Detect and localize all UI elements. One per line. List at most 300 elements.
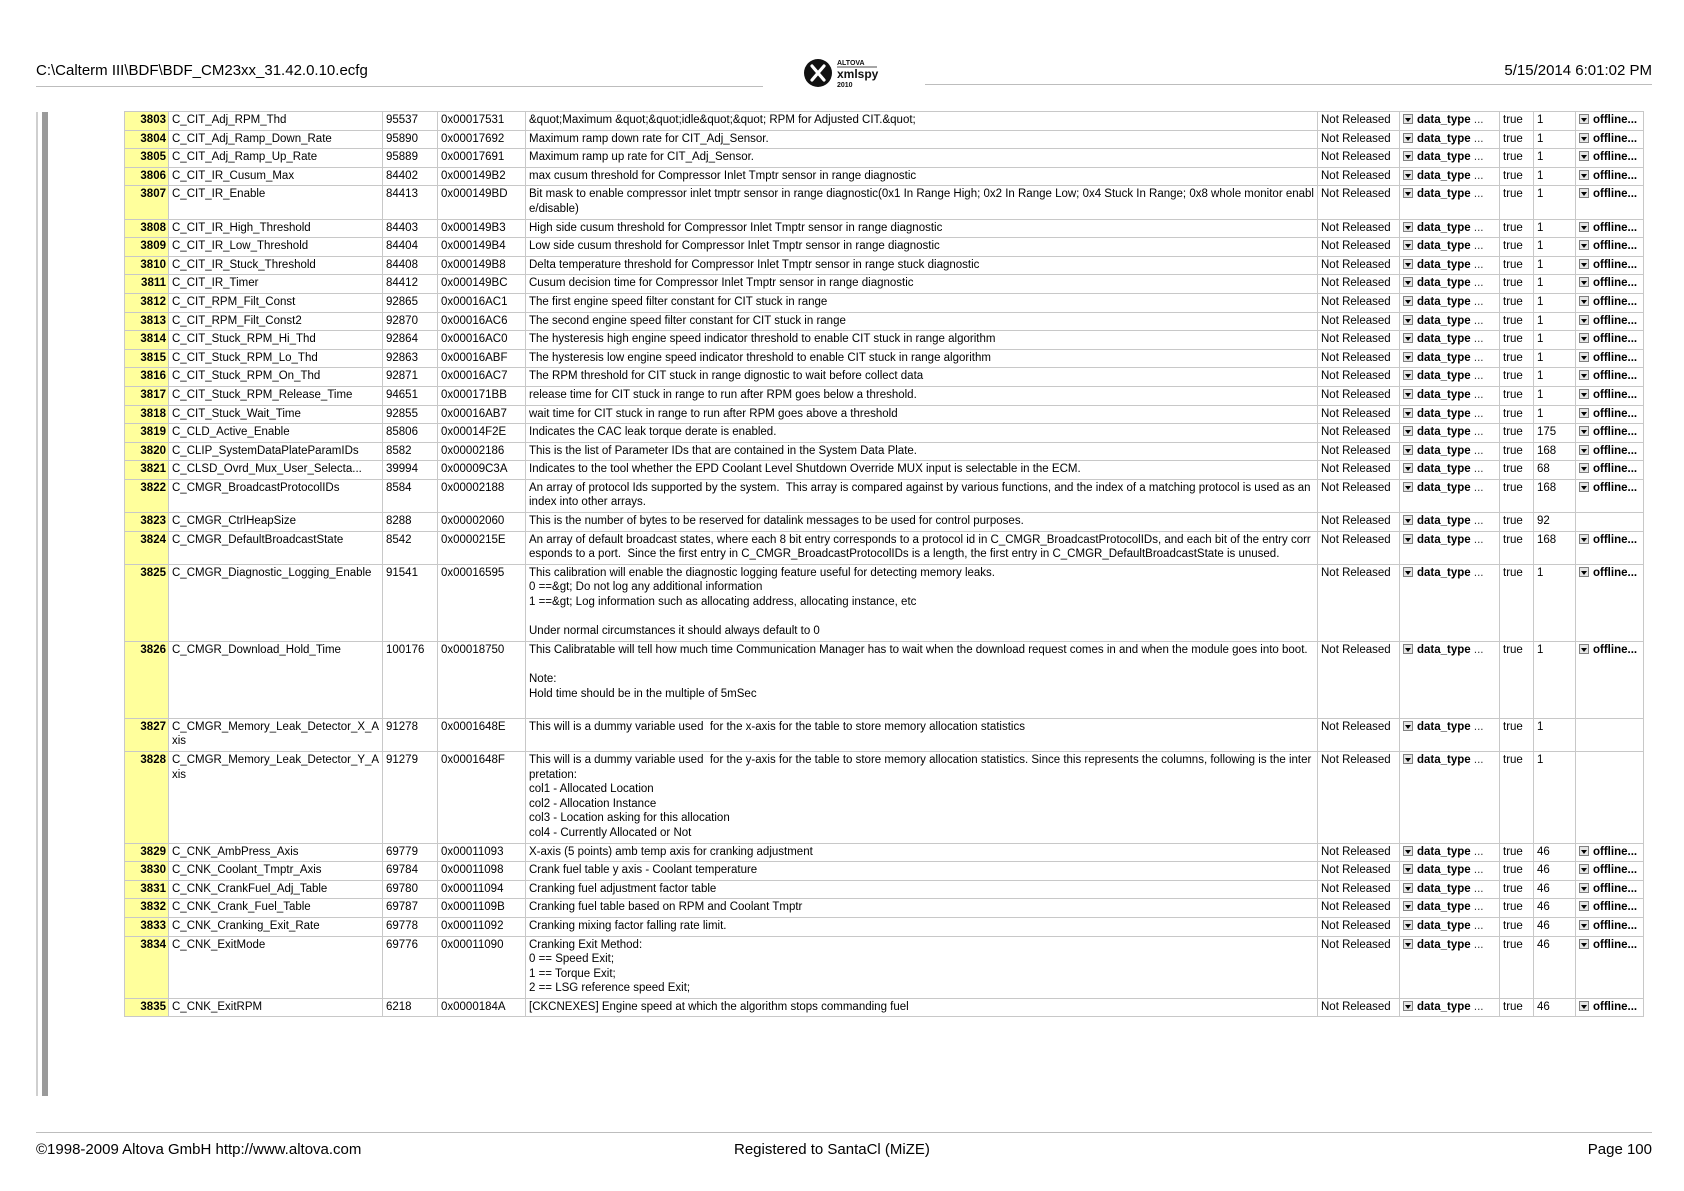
row-number: 3810: [125, 256, 169, 275]
dropdown-arrow-icon[interactable]: [1403, 920, 1413, 930]
ellipsis-icon: ...: [1470, 720, 1484, 733]
release-status: Not Released: [1318, 386, 1400, 405]
data-type-dropdown[interactable]: [1400, 167, 1500, 186]
dropdown-arrow-icon[interactable]: [1403, 864, 1413, 874]
offline-dropdown[interactable]: [1576, 312, 1644, 331]
row-number: 3828: [125, 751, 169, 843]
dropdown-arrow-icon[interactable]: [1403, 939, 1413, 949]
parameter-name: C_CIT_Adj_RPM_Thd: [169, 112, 383, 131]
offline-dropdown[interactable]: [1576, 936, 1644, 998]
flag-value: true: [1500, 167, 1534, 186]
data-type-label: data_type: [1417, 258, 1471, 271]
dropdown-arrow-icon[interactable]: [1579, 644, 1589, 654]
offline-label: offline...: [1593, 314, 1638, 327]
parameter-address: 0x0001648F: [438, 751, 526, 843]
release-status: Not Released: [1318, 461, 1400, 480]
table-row: [125, 880, 1644, 899]
flag-value: true: [1500, 130, 1534, 149]
table-row: [125, 564, 1644, 641]
data-type-dropdown[interactable]: [1400, 751, 1500, 843]
offline-dropdown[interactable]: [1576, 149, 1644, 168]
parameter-name: C_CNK_Coolant_Tmptr_Axis: [169, 862, 383, 881]
data-type-dropdown[interactable]: [1400, 149, 1500, 168]
footer-page-number: Page 100: [1587, 1141, 1652, 1158]
dropdown-arrow-icon[interactable]: [1579, 240, 1589, 250]
row-number: 3824: [125, 531, 169, 564]
dropdown-arrow-icon[interactable]: [1579, 408, 1589, 418]
data-type-dropdown[interactable]: [1400, 936, 1500, 998]
offline-dropdown[interactable]: [1576, 442, 1644, 461]
dropdown-arrow-icon[interactable]: [1403, 482, 1413, 492]
dropdown-arrow-icon[interactable]: [1403, 277, 1413, 287]
dropdown-arrow-icon[interactable]: [1403, 240, 1413, 250]
parameter-id: 6218: [383, 998, 438, 1017]
flag-value: true: [1500, 349, 1534, 368]
data-type-label: data_type: [1417, 919, 1471, 932]
data-type-label: data_type: [1417, 407, 1471, 420]
data-type-dropdown[interactable]: [1400, 219, 1500, 238]
dropdown-arrow-icon[interactable]: [1579, 920, 1589, 930]
parameter-address: 0x00016AC0: [438, 331, 526, 350]
dropdown-arrow-icon[interactable]: [1403, 370, 1413, 380]
dropdown-arrow-icon[interactable]: [1579, 1001, 1589, 1011]
offline-dropdown[interactable]: [1576, 386, 1644, 405]
data-type-dropdown[interactable]: [1400, 899, 1500, 918]
offline-dropdown[interactable]: [1576, 293, 1644, 312]
parameter-id: 95890: [383, 130, 438, 149]
flag-value: true: [1500, 564, 1534, 641]
dropdown-arrow-icon[interactable]: [1579, 296, 1589, 306]
data-type-dropdown[interactable]: [1400, 331, 1500, 350]
offline-dropdown[interactable]: [1576, 998, 1644, 1017]
dropdown-arrow-icon[interactable]: [1403, 333, 1413, 343]
table-row: [125, 751, 1644, 843]
dropdown-arrow-icon[interactable]: [1579, 277, 1589, 287]
row-number: 3805: [125, 149, 169, 168]
count-value: 168: [1534, 442, 1576, 461]
release-status: Not Released: [1318, 256, 1400, 275]
data-type-dropdown[interactable]: [1400, 112, 1500, 131]
dropdown-arrow-icon[interactable]: [1403, 1001, 1413, 1011]
offline-dropdown[interactable]: [1576, 917, 1644, 936]
flag-value: true: [1500, 238, 1534, 257]
dropdown-arrow-icon[interactable]: [1579, 901, 1589, 911]
offline-dropdown[interactable]: [1576, 256, 1644, 275]
dropdown-arrow-icon[interactable]: [1403, 567, 1413, 577]
release-status: Not Released: [1318, 564, 1400, 641]
row-number: 3819: [125, 424, 169, 443]
dropdown-arrow-icon[interactable]: [1579, 114, 1589, 124]
offline-dropdown[interactable]: [1576, 461, 1644, 480]
ellipsis-icon: ...: [1470, 882, 1484, 895]
table-row: [125, 405, 1644, 424]
parameter-id: 91279: [383, 751, 438, 843]
logo-year: 2010: [837, 82, 853, 89]
offline-dropdown[interactable]: [1576, 275, 1644, 294]
count-value: 1: [1534, 331, 1576, 350]
row-number: 3832: [125, 899, 169, 918]
release-status: Not Released: [1318, 442, 1400, 461]
parameter-address: 0x00016AC7: [438, 368, 526, 387]
offline-dropdown[interactable]: [1576, 167, 1644, 186]
data-type-label: data_type: [1417, 188, 1471, 201]
data-type-dropdown[interactable]: [1400, 256, 1500, 275]
dropdown-arrow-icon[interactable]: [1579, 333, 1589, 343]
parameter-name: C_CMGR_Diagnostic_Logging_Enable: [169, 564, 383, 641]
dropdown-arrow-icon[interactable]: [1579, 222, 1589, 232]
dropdown-arrow-icon[interactable]: [1579, 883, 1589, 893]
dropdown-arrow-icon[interactable]: [1403, 133, 1413, 143]
header-path: C:\Calterm III\BDF\BDF_CM23xx_31.42.0.10.ecfg: [36, 62, 368, 79]
release-status: Not Released: [1318, 405, 1400, 424]
data-type-dropdown[interactable]: [1400, 312, 1500, 331]
dropdown-arrow-icon[interactable]: [1403, 901, 1413, 911]
data-type-label: data_type: [1417, 444, 1471, 457]
parameter-description: Bit mask to enable compressor inlet tmptr sensor in range diagnostic(0x1 In Range High; 0x2 In Range Low; 0x4 Stuck In Range; 0x8 whole monitor enable/disable): [526, 186, 1318, 219]
offline-dropdown[interactable]: [1576, 862, 1644, 881]
flag-value: true: [1500, 899, 1534, 918]
data-type-label: data_type: [1417, 753, 1471, 766]
count-value: 46: [1534, 936, 1576, 998]
parameter-address: 0x00016595: [438, 564, 526, 641]
ellipsis-icon: ...: [1470, 407, 1484, 420]
dropdown-arrow-icon[interactable]: [1403, 426, 1413, 436]
table-row: [125, 917, 1644, 936]
parameter-description: Cranking fuel table based on RPM and Coolant Tmptr: [526, 899, 1318, 918]
offline-dropdown[interactable]: [1576, 880, 1644, 899]
offline-label: offline...: [1593, 481, 1638, 494]
dropdown-arrow-icon[interactable]: [1403, 463, 1413, 473]
dropdown-arrow-icon[interactable]: [1403, 259, 1413, 269]
data-type-dropdown[interactable]: [1400, 293, 1500, 312]
data-type-dropdown[interactable]: [1400, 461, 1500, 480]
parameter-address: 0x000149BC: [438, 275, 526, 294]
parameter-name: C_CNK_CrankFuel_Adj_Table: [169, 880, 383, 899]
data-type-dropdown[interactable]: [1400, 513, 1500, 532]
parameter-address: 0x0000184A: [438, 998, 526, 1017]
offline-dropdown[interactable]: [1576, 564, 1644, 641]
data-type-dropdown[interactable]: [1400, 718, 1500, 751]
dropdown-arrow-icon[interactable]: [1403, 296, 1413, 306]
parameter-address: 0x000149BD: [438, 186, 526, 219]
table-row: [125, 149, 1644, 168]
data-type-dropdown[interactable]: [1400, 424, 1500, 443]
parameter-description: This will is a dummy variable used for the x-axis for the table to store memory allocation statistics: [526, 718, 1318, 751]
parameter-description: This will is a dummy variable used for the y-axis for the table to store memory allocation statistics. Since this represents the columns, following is the interpretation: col1 - Allocated Location col2 - Allocation Instance col3 - Location asking for this allocation col4 - Currently Allocated or Not: [526, 751, 1318, 843]
offline-label: offline...: [1593, 151, 1638, 164]
dropdown-arrow-icon[interactable]: [1579, 151, 1589, 161]
parameter-id: 84402: [383, 167, 438, 186]
release-status: Not Released: [1318, 312, 1400, 331]
flag-value: true: [1500, 386, 1534, 405]
count-value: 1: [1534, 751, 1576, 843]
parameter-address: 0x0001648E: [438, 718, 526, 751]
parameter-description: An array of protocol Ids supported by the system. This array is compared against by various functions, and the index of a matching protocol is used as an index into other arrays.: [526, 479, 1318, 512]
data-type-dropdown[interactable]: [1400, 186, 1500, 219]
data-type-dropdown[interactable]: [1400, 130, 1500, 149]
release-status: Not Released: [1318, 479, 1400, 512]
dropdown-arrow-icon[interactable]: [1403, 534, 1413, 544]
release-status: Not Released: [1318, 149, 1400, 168]
offline-label: offline...: [1593, 919, 1638, 932]
offline-dropdown[interactable]: [1576, 641, 1644, 718]
release-status: Not Released: [1318, 936, 1400, 998]
flag-value: true: [1500, 880, 1534, 899]
parameter-id: 92864: [383, 331, 438, 350]
offline-dropdown[interactable]: [1576, 219, 1644, 238]
flag-value: true: [1500, 219, 1534, 238]
footer-copyright: ©1998-2009 Altova GmbH http://www.altova.com: [36, 1141, 362, 1158]
table-row: [125, 862, 1644, 881]
ellipsis-icon: ...: [1470, 919, 1484, 932]
dropdown-arrow-icon[interactable]: [1579, 133, 1589, 143]
parameter-description: Maximum ramp down rate for CIT_Adj_Sensor.: [526, 130, 1318, 149]
parameter-description: X-axis (5 points) amb temp axis for cranking adjustment: [526, 843, 1318, 862]
parameter-description: An array of default broadcast states, where each 8 bit entry corresponds to a protocol id in C_CMGR_BroadcastProtocolIDs, and each bit of the entry corresponds to a port. Since the first entry in C_CMGR_BroadcastProtocolIDs is a length, the first entry in C_CMGR_DefaultBroadcastState is unused.: [526, 531, 1318, 564]
parameter-name: C_CIT_Stuck_Wait_Time: [169, 405, 383, 424]
dropdown-arrow-icon[interactable]: [1579, 188, 1589, 198]
row-number: 3827: [125, 718, 169, 751]
data-type-dropdown[interactable]: [1400, 349, 1500, 368]
dropdown-arrow-icon[interactable]: [1403, 721, 1413, 731]
offline-label: offline...: [1593, 258, 1638, 271]
flag-value: true: [1500, 513, 1534, 532]
dropdown-arrow-icon[interactable]: [1403, 408, 1413, 418]
ellipsis-icon: ...: [1470, 444, 1484, 457]
count-value: 1: [1534, 293, 1576, 312]
data-type-dropdown[interactable]: [1400, 238, 1500, 257]
dropdown-arrow-icon[interactable]: [1403, 315, 1413, 325]
offline-dropdown[interactable]: [1576, 405, 1644, 424]
dropdown-arrow-icon[interactable]: [1579, 939, 1589, 949]
offline-label: offline...: [1593, 463, 1638, 476]
header-datetime: 5/15/2014 6:01:02 PM: [1504, 62, 1652, 79]
offline-dropdown: [1576, 718, 1644, 751]
header-line-left: [36, 86, 763, 87]
count-value: 1: [1534, 219, 1576, 238]
dropdown-arrow-icon[interactable]: [1579, 846, 1589, 856]
parameter-id: 95537: [383, 112, 438, 131]
dropdown-arrow-icon[interactable]: [1403, 445, 1413, 455]
row-number: 3833: [125, 917, 169, 936]
parameter-description: The second engine speed filter constant for CIT stuck in range: [526, 312, 1318, 331]
dropdown-arrow-icon[interactable]: [1403, 846, 1413, 856]
offline-dropdown[interactable]: [1576, 331, 1644, 350]
release-status: Not Released: [1318, 843, 1400, 862]
parameter-address: 0x000149B2: [438, 167, 526, 186]
table-row: [125, 936, 1644, 998]
offline-label: offline...: [1593, 845, 1638, 858]
dropdown-arrow-icon[interactable]: [1579, 170, 1589, 180]
count-value: 92: [1534, 513, 1576, 532]
parameter-name: C_CMGR_Download_Hold_Time: [169, 641, 383, 718]
dropdown-arrow-icon[interactable]: [1579, 426, 1589, 436]
data-type-dropdown[interactable]: [1400, 998, 1500, 1017]
data-type-label: data_type: [1417, 566, 1471, 579]
data-type-label: data_type: [1417, 864, 1471, 877]
ellipsis-icon: ...: [1470, 1000, 1484, 1013]
offline-dropdown: [1576, 513, 1644, 532]
dropdown-arrow-icon[interactable]: [1579, 482, 1589, 492]
row-number: 3821: [125, 461, 169, 480]
data-type-label: data_type: [1417, 221, 1471, 234]
dropdown-arrow-icon[interactable]: [1403, 389, 1413, 399]
offline-dropdown[interactable]: [1576, 899, 1644, 918]
parameter-description: The first engine speed filter constant for CIT stuck in range: [526, 293, 1318, 312]
ellipsis-icon: ...: [1470, 864, 1484, 877]
dropdown-arrow-icon[interactable]: [1579, 864, 1589, 874]
parameter-id: 39994: [383, 461, 438, 480]
parameter-name: C_CIT_IR_Stuck_Threshold: [169, 256, 383, 275]
data-type-label: data_type: [1417, 314, 1471, 327]
offline-dropdown[interactable]: [1576, 479, 1644, 512]
release-status: Not Released: [1318, 862, 1400, 881]
ellipsis-icon: ...: [1470, 753, 1484, 766]
offline-dropdown[interactable]: [1576, 238, 1644, 257]
dropdown-arrow-icon[interactable]: [1403, 515, 1413, 525]
offline-dropdown[interactable]: [1576, 130, 1644, 149]
row-number: 3808: [125, 219, 169, 238]
table-row: [125, 513, 1644, 532]
row-number: 3816: [125, 368, 169, 387]
flag-value: true: [1500, 424, 1534, 443]
release-status: Not Released: [1318, 531, 1400, 564]
parameter-description: This is the number of bytes to be reserved for datalink messages to be used for control purposes.: [526, 513, 1318, 532]
parameter-name: C_CNK_Cranking_Exit_Rate: [169, 917, 383, 936]
dropdown-arrow-icon[interactable]: [1403, 754, 1413, 764]
data-type-dropdown[interactable]: [1400, 405, 1500, 424]
release-status: Not Released: [1318, 275, 1400, 294]
data-type-dropdown[interactable]: [1400, 531, 1500, 564]
flag-value: true: [1500, 479, 1534, 512]
parameter-id: 69779: [383, 843, 438, 862]
data-type-dropdown[interactable]: [1400, 880, 1500, 899]
parameter-name: C_CNK_Crank_Fuel_Table: [169, 899, 383, 918]
flag-value: true: [1500, 149, 1534, 168]
data-type-dropdown[interactable]: [1400, 275, 1500, 294]
count-value: 1: [1534, 405, 1576, 424]
release-status: Not Released: [1318, 513, 1400, 532]
parameter-description: &quot;Maximum &quot;&quot;idle&quot;&quot; RPM for Adjusted CIT.&quot;: [526, 112, 1318, 131]
dropdown-arrow-icon[interactable]: [1403, 644, 1413, 654]
data-type-label: data_type: [1417, 277, 1471, 290]
row-number: 3813: [125, 312, 169, 331]
table-row: [125, 186, 1644, 219]
offline-dropdown[interactable]: [1576, 368, 1644, 387]
dropdown-arrow-icon[interactable]: [1403, 352, 1413, 362]
parameter-address: 0x0001109B: [438, 899, 526, 918]
dropdown-arrow-icon[interactable]: [1579, 352, 1589, 362]
release-status: Not Released: [1318, 112, 1400, 131]
data-type-dropdown[interactable]: [1400, 917, 1500, 936]
parameter-address: 0x00016AC1: [438, 293, 526, 312]
offline-label: offline...: [1593, 295, 1638, 308]
offline-dropdown[interactable]: [1576, 186, 1644, 219]
offline-dropdown[interactable]: [1576, 531, 1644, 564]
parameter-description: High side cusum threshold for Compressor Inlet Tmptr sensor in range diagnostic: [526, 219, 1318, 238]
dropdown-arrow-icon[interactable]: [1579, 445, 1589, 455]
dropdown-arrow-icon[interactable]: [1403, 883, 1413, 893]
dropdown-arrow-icon[interactable]: [1403, 151, 1413, 161]
data-type-dropdown[interactable]: [1400, 641, 1500, 718]
dropdown-arrow-icon[interactable]: [1579, 389, 1589, 399]
dropdown-arrow-icon[interactable]: [1403, 170, 1413, 180]
offline-dropdown[interactable]: [1576, 424, 1644, 443]
data-type-dropdown[interactable]: [1400, 479, 1500, 512]
parameter-name: C_CIT_RPM_Filt_Const: [169, 293, 383, 312]
table-row: [125, 238, 1644, 257]
data-type-label: data_type: [1417, 463, 1471, 476]
count-value: 46: [1534, 862, 1576, 881]
table-row: [125, 331, 1644, 350]
count-value: 1: [1534, 275, 1576, 294]
data-type-dropdown[interactable]: [1400, 442, 1500, 461]
release-status: Not Released: [1318, 238, 1400, 257]
ellipsis-icon: ...: [1470, 388, 1484, 401]
parameter-name: C_CIT_Adj_Ramp_Down_Rate: [169, 130, 383, 149]
parameter-id: 8582: [383, 442, 438, 461]
offline-label: offline...: [1593, 643, 1638, 656]
dropdown-arrow-icon[interactable]: [1579, 463, 1589, 473]
footer-line: [36, 1132, 1652, 1133]
parameter-description: The hysteresis high engine speed indicator threshold to enable CIT stuck in range algorithm: [526, 331, 1318, 350]
data-type-dropdown[interactable]: [1400, 368, 1500, 387]
row-number: 3834: [125, 936, 169, 998]
parameter-name: C_CLSD_Ovrd_Mux_User_Selecta...: [169, 461, 383, 480]
dropdown-arrow-icon[interactable]: [1579, 567, 1589, 577]
dropdown-arrow-icon[interactable]: [1403, 114, 1413, 124]
offline-dropdown[interactable]: [1576, 112, 1644, 131]
parameter-address: 0x00017531: [438, 112, 526, 131]
dropdown-arrow-icon[interactable]: [1579, 370, 1589, 380]
dropdown-arrow-icon[interactable]: [1579, 315, 1589, 325]
data-type-dropdown[interactable]: [1400, 843, 1500, 862]
row-number: 3831: [125, 880, 169, 899]
data-type-dropdown[interactable]: [1400, 564, 1500, 641]
data-type-label: data_type: [1417, 351, 1471, 364]
data-type-dropdown[interactable]: [1400, 862, 1500, 881]
parameter-address: 0x00011098: [438, 862, 526, 881]
parameter-id: 84403: [383, 219, 438, 238]
offline-label: offline...: [1593, 938, 1638, 951]
offline-dropdown[interactable]: [1576, 843, 1644, 862]
parameter-id: 84413: [383, 186, 438, 219]
dropdown-arrow-icon[interactable]: [1579, 259, 1589, 269]
row-number: 3829: [125, 843, 169, 862]
ellipsis-icon: ...: [1470, 515, 1484, 528]
dropdown-arrow-icon[interactable]: [1579, 534, 1589, 544]
dropdown-arrow-icon[interactable]: [1403, 222, 1413, 232]
flag-value: true: [1500, 862, 1534, 881]
xmlspy-logo: [803, 56, 889, 90]
count-value: 168: [1534, 531, 1576, 564]
count-value: 46: [1534, 843, 1576, 862]
offline-dropdown[interactable]: [1576, 349, 1644, 368]
parameter-address: 0x00002186: [438, 442, 526, 461]
parameter-id: 100176: [383, 641, 438, 718]
ellipsis-icon: ...: [1470, 240, 1484, 253]
parameter-description: Cranking Exit Method: 0 == Speed Exit; 1 == Torque Exit; 2 == LSG reference speed Exit;: [526, 936, 1318, 998]
parameter-id: 92855: [383, 405, 438, 424]
dropdown-arrow-icon[interactable]: [1403, 188, 1413, 198]
flag-value: true: [1500, 843, 1534, 862]
parameter-description: The hysteresis low engine speed indicator threshold to enable CIT stuck in range algorithm: [526, 349, 1318, 368]
data-type-dropdown[interactable]: [1400, 386, 1500, 405]
data-type-label: data_type: [1417, 151, 1471, 164]
offline-label: offline...: [1593, 240, 1638, 253]
parameter-address: 0x00011090: [438, 936, 526, 998]
parameter-name: C_CIT_IR_Enable: [169, 186, 383, 219]
